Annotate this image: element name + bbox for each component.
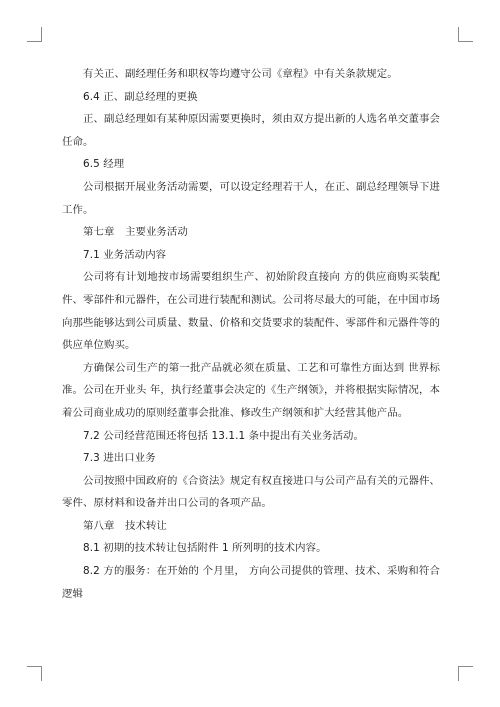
- paragraph: 正、副总经理如有某种原因需要更换时，须由双方提出新的人选名单交董事会任命。: [62, 113, 440, 148]
- chapter-heading-7: 第七章 主要业务活动: [83, 226, 188, 239]
- crop-mark-bottom-right: [458, 666, 473, 681]
- crop-mark-bottom-left: [27, 666, 42, 681]
- section-8-2: 8.2 方的服务：在开始的 个月里， 方向公司提供的管理、技术、采购和符合逻辑: [62, 565, 440, 600]
- section-heading-7-3: 7.3 进出口业务: [83, 452, 156, 465]
- section-heading-6-4: 6.4 正、副总经理的更换: [83, 90, 198, 103]
- paragraph: 公司按照中国政府的《合资法》规定有权直接进口与公司产品有关的元器件、零件、原材料和设备并出口公司的各项产品。: [62, 474, 440, 510]
- paragraph: 公司根据开展业务活动需要，可以设定经理若干人，在正、副总经理领导下进工作。: [62, 180, 440, 216]
- chapter-heading-8: 第八章 技术转让: [83, 519, 167, 532]
- paragraph: 方确保公司生产的第一批产品就必须在质量、工艺和可靠性方面达到 世界标准。公司在开业头 年，执行经董事会决定的《生产纲领》，并将根据实际情况，本着公司商业成功的原则经董事会批准、修改生产纲领和扩大经营其他产品。: [62, 361, 440, 419]
- section-7-2: 7.2 公司经营范围还将包括 13.1.1 条中提出有关业务活动。: [83, 429, 364, 442]
- document-body: [62, 63, 440, 605]
- paragraph: 有关正、副经理任务和职权等均遵守公司《章程》中有关条款规定。: [83, 68, 398, 80]
- crop-mark-top-right: [458, 27, 473, 42]
- section-heading-7-1: 7.1 业务活动内容: [83, 248, 167, 261]
- paragraph: 公司将有计划地按市场需要组织生产、初始阶段直接向 方的供应商购买装配件、零部件和元器件，在公司进行装配和测试。公司将尽最大的可能，在中国市场向那些能够达到公司质量、数量、价格和交货要求的装配件、零部件和元器件等的供应单位购买。: [62, 271, 440, 352]
- crop-mark-top-left: [27, 27, 42, 42]
- section-8-1: 8.1 初期的技术转让包括附件 1 所列明的技术内容。: [83, 542, 327, 555]
- section-heading-6-5: 6.5 经理: [83, 158, 125, 171]
